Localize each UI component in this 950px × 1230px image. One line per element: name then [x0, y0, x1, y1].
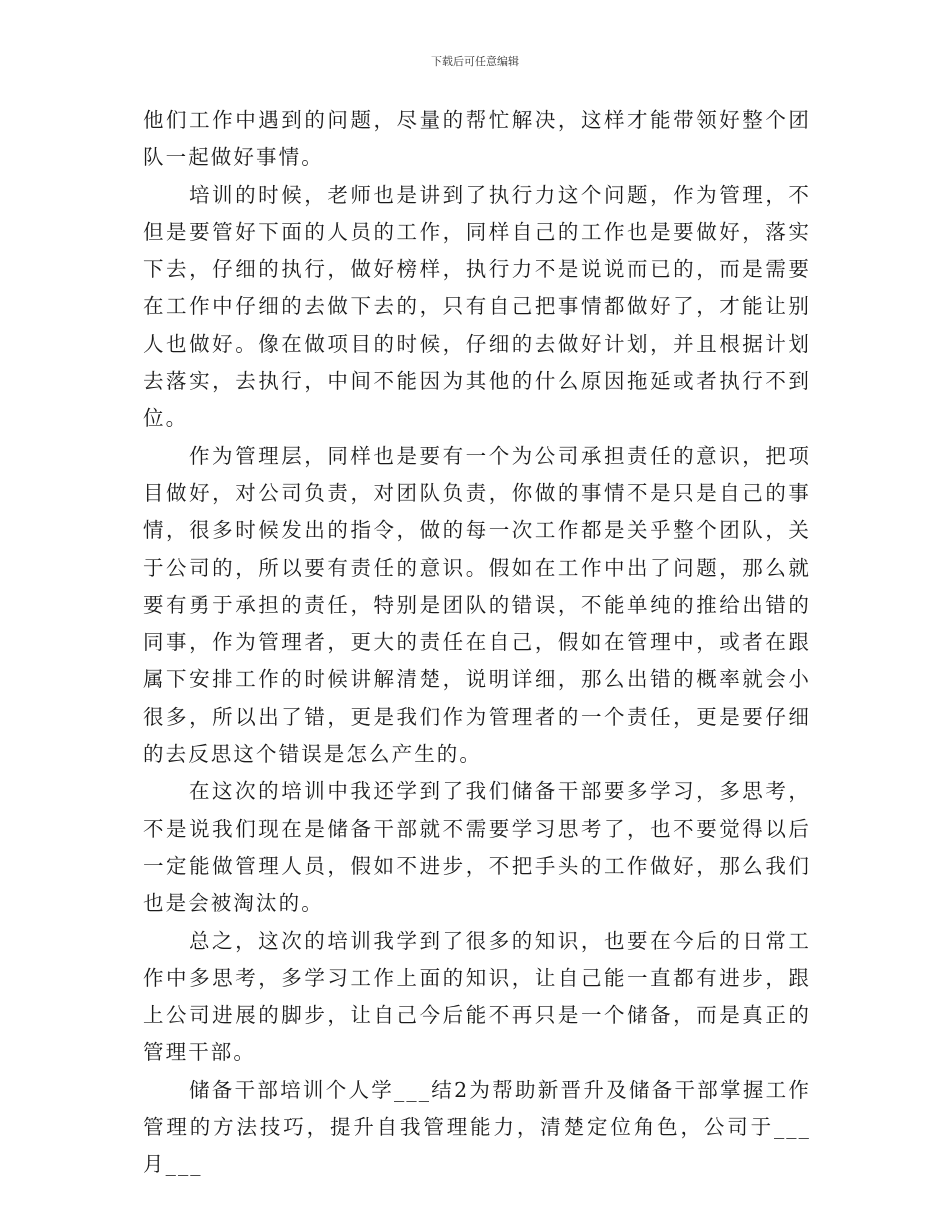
paragraph-3: 作为管理层，同样也是要有一个为公司承担责任的意识，把项目做好，对公司负责，对团队负责，你做的事情不是只是自己的事情，很多时候发出的指令，做的每一次工作都是关乎整个团队，关于公司的，所以要有责任的意识。假如在工作中出了问题，那么就要有勇于承担的责任，特别是团队的错误，不能单纯的推给出错的同事，作为管理者，更大的责任在自己，假如在管理中，或者在跟属下安排工作的时候讲解清楚，说明详细，那么出错的概率就会小很多，所以出了错，更是我们作为管理者的一个责任，更是要仔细的去反思这个错误是怎么产生的。	[143, 443, 811, 767]
paragraph-5: 总之，这次的培训我学到了很多的知识，也要在今后的日常工作中多思考，多学习工作上面的知识，让自己能一直都有进步，跟上公司进展的脚步，让自己今后能不再只是一个储备，而是真正的管理干部。	[143, 928, 811, 1065]
paragraph-4: 在这次的培训中我还学到了我们储备干部要多学习，多思考，不是说我们现在是储备干部就不需要学习思考了，也不要觉得以后一定能做管理人员，假如不进步，不把手头的工作做好，那么我们也是会被淘汰的。	[143, 779, 811, 916]
paragraph-2: 培训的时候，老师也是讲到了执行力这个问题，作为管理，不但是要管好下面的人员的工作，同样自己的工作也是要做好，落实下去，仔细的执行，做好榜样，执行力不是说说而已的，而是需要在工作中仔细的去做下去的，只有自己把事情都做好了，才能让别人也做好。像在做项目的时候，仔细的去做好计划，并且根据计划去落实，去执行，中间不能因为其他的什么原因拖延或者执行不到位。	[143, 182, 811, 431]
document-body	[143, 102, 811, 1184]
paragraph-1: 他们工作中遇到的问题，尽量的帮忙解决，这样才能带领好整个团队一起做好事情。	[143, 108, 811, 170]
page-header-note: 下载后可任意编辑	[431, 55, 519, 68]
paragraph-6: 储备干部培训个人学___结2为帮助新晋升及储备干部掌握工作管理的方法技巧，提升自我管理能力，清楚定位角色，公司于___月___	[143, 1077, 811, 1177]
